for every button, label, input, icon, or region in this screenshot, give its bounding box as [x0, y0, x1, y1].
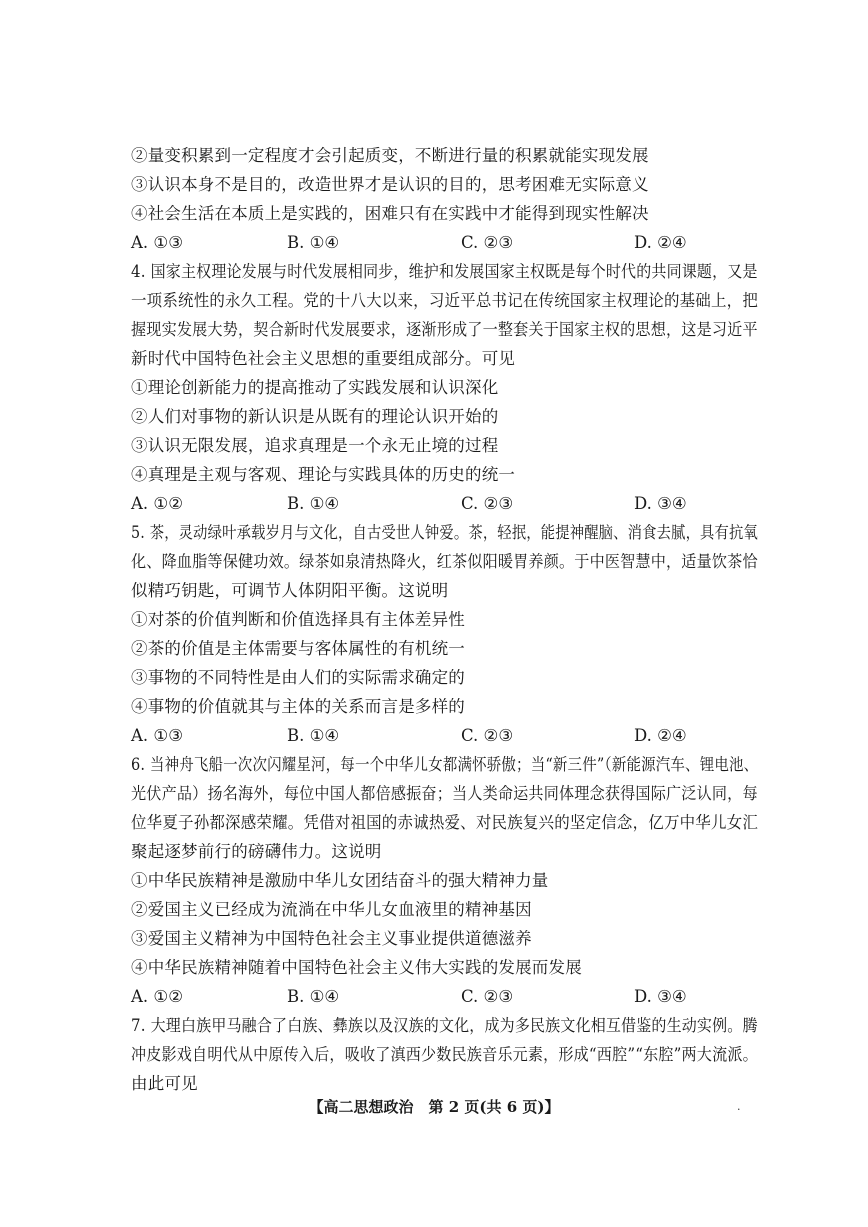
q6-statement-2: ②爱国主义已经成为流淌在中华儿女血液里的精神基因 [131, 900, 532, 919]
q4-option-c: C. ②③ [461, 494, 514, 513]
q6-stem-line-1: 6. 当神舟飞船一次次闪耀星河，每一个中华儿女都满怀骄傲；当“新三件”（新能源汽车、锂电池、 [131, 755, 759, 774]
q6-stem-line-2: 光伏产品）扬名海外，每位中国人都倍感振奋；当人类命运共同体理念获得国际广泛认同，每 [131, 784, 758, 803]
q7-stem-line-3: 由此可见 [131, 1074, 198, 1093]
q4-option-d: D. ③④ [634, 494, 687, 513]
q3-statement-3: ③认识本身不是目的，改造世界才是认识的目的，思考困难无实际意义 [131, 175, 649, 194]
q3-statement-4: ④社会生活在本质上是实践的，困难只有在实践中才能得到现实性解决 [131, 204, 649, 223]
q4-statement-2: ②人们对事物的新认识是从既有的理论认识开始的 [131, 407, 499, 426]
page-footer: 【高二思想政治 第 2 页(共 6 页)】 [308, 1098, 560, 1116]
q5-statement-2: ②茶的价值是主体需要与客体属性的有机统一 [131, 639, 465, 658]
q6-statement-4: ④中华民族精神随着中国特色社会主义伟大实践的发展而发展 [131, 958, 582, 977]
q6-option-a: A. ①② [131, 987, 183, 1006]
q5-stem-line-1: 5. 茶，灵动绿叶承载岁月与文化，自古受世人钟爱。茶，轻抿，能提神醒脑、消食去腻，具有抗氧 [131, 523, 758, 542]
q5-statement-4: ④事物的价值就其与主体的关系而言是多样的 [131, 697, 465, 716]
q5-statement-3: ③事物的不同特性是由人们的实际需求确定的 [131, 668, 465, 687]
q3-option-a: A. ①③ [131, 233, 183, 252]
q6-stem-line-4: 聚起逐梦前行的磅礴伟力。这说明 [131, 842, 382, 861]
q4-stem-line-1: 4. 国家主权理论发展与时代发展相同步，维护和发展国家主权既是每个时代的共同课题，又是 [131, 262, 758, 281]
q4-stem-line-4: 新时代中国特色社会主义思想的重要组成部分。可见 [131, 349, 516, 368]
q6-statement-3: ③爱国主义精神为中国特色社会主义事业提供道德滋养 [131, 929, 532, 948]
q4-stem-line-3: 握现实发展大势，契合新时代发展要求，逐渐形成了一整套关于国家主权的思想，这是习近平 [131, 320, 758, 339]
q5-stem-line-2: 化、降血脂等保健功效。绿茶如泉清热降火，红茶似阳暖胃养颜。于中医智慧中，适量饮茶恰 [131, 552, 758, 571]
q3-statement-2: ②量变积累到一定程度才会引起质变，不断进行量的积累就能实现发展 [131, 146, 649, 165]
corner-mark: . [737, 1100, 741, 1113]
q6-statement-1: ①中华民族精神是激励中华儿女团结奋斗的强大精神力量 [131, 871, 549, 890]
q3-option-b: B. ①④ [287, 233, 340, 252]
q4-option-b: B. ①④ [287, 494, 340, 513]
q4-statement-1: ①理论创新能力的提高推动了实践发展和认识深化 [131, 378, 499, 397]
q6-stem-line-3: 位华夏子孙都深感荣耀。凭借对祖国的赤诚热爱、对民族复兴的坚定信念，亿万中华儿女汇 [131, 813, 758, 832]
q7-stem-line-1: 7. 大理白族甲马融合了白族、彝族以及汉族的文化，成为多民族文化相互借鉴的生动实例。腾 [131, 1016, 758, 1035]
q4-statement-4: ④真理是主观与客观、理论与实践具体的历史的统一 [131, 465, 516, 484]
q5-option-d: D. ②④ [634, 726, 687, 745]
q7-stem-line-2: 冲皮影戏自明代从中原传入后，吸收了滇西少数民族音乐元素，形成“西腔”“东腔”两大流派。 [131, 1045, 758, 1064]
q4-statement-3: ③认识无限发展，追求真理是一个永无止境的过程 [131, 436, 499, 455]
q5-option-c: C. ②③ [461, 726, 514, 745]
q3-option-c: C. ②③ [461, 233, 514, 252]
q6-option-d: D. ③④ [634, 987, 687, 1006]
q5-stem-line-3: 似精巧钥匙，可调节人体阴阳平衡。这说明 [131, 581, 449, 600]
q4-option-a: A. ①② [131, 494, 183, 513]
q5-statement-1: ①对茶的价值判断和价值选择具有主体差异性 [131, 610, 465, 629]
q5-option-a: A. ①③ [131, 726, 183, 745]
q5-option-b: B. ①④ [287, 726, 340, 745]
q4-stem-line-2: 一项系统性的永久工程。党的十八大以来，习近平总书记在传统国家主权理论的基础上，把 [131, 291, 758, 310]
q6-option-c: C. ②③ [461, 987, 514, 1006]
q3-option-d: D. ②④ [634, 233, 687, 252]
q6-option-b: B. ①④ [287, 987, 340, 1006]
